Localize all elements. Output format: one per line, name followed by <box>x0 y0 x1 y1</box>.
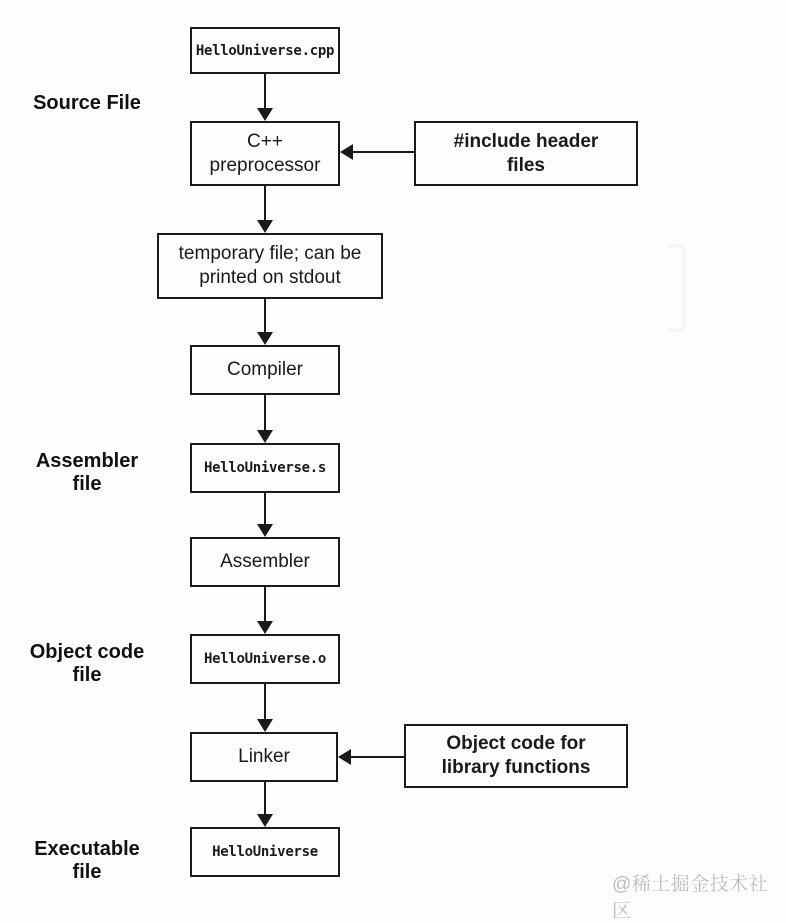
faint-bracket-artifact <box>666 244 686 332</box>
node-library-objects-label: Object code for library functions <box>441 733 591 778</box>
stage-label-assembler-file: Assembler file <box>35 450 139 495</box>
node-temporary-file <box>157 233 383 299</box>
arrow-shaft <box>264 299 266 334</box>
arrow-shaft <box>264 782 266 816</box>
node-assembler-label: Assembler <box>220 551 310 572</box>
node-include-headers <box>414 121 638 186</box>
node-source-file-label: HelloUniverse.cpp <box>195 42 335 59</box>
arrow-libraryobjects-to-linker <box>338 749 404 765</box>
arrowhead-down-icon <box>257 719 273 732</box>
arrowhead-down-icon <box>257 621 273 634</box>
arrow-compiler-to-assemblyfile <box>257 395 273 443</box>
stage-label-executable-file: Executable file <box>34 838 140 883</box>
arrow-linker-to-executable <box>257 782 273 827</box>
arrow-shaft <box>264 493 266 526</box>
arrow-shaft <box>264 587 266 623</box>
node-assembler <box>190 537 340 587</box>
arrow-shaft <box>264 74 266 110</box>
node-linker-label: Linker <box>238 746 290 767</box>
stage-label-object-code-file: Object code file <box>29 641 145 686</box>
watermark-text: @稀土掘金技术社区 <box>612 874 769 922</box>
arrowhead-left-icon <box>338 749 351 765</box>
node-compiler <box>190 345 340 395</box>
node-include-headers-label: #include header files <box>453 130 599 176</box>
node-linker <box>190 732 338 782</box>
arrow-shaft <box>349 756 404 758</box>
node-assembly-file <box>190 443 340 493</box>
node-preprocessor-label: C++ preprocessor <box>209 130 321 176</box>
arrowhead-left-icon <box>340 144 353 160</box>
arrow-shaft <box>264 395 266 432</box>
node-temporary-file-label: temporary file; can be printed on stdout <box>178 243 362 288</box>
arrowhead-down-icon <box>257 220 273 233</box>
arrow-shaft <box>351 151 414 153</box>
arrowhead-down-icon <box>257 108 273 121</box>
arrow-assemblyfile-to-assembler <box>257 493 273 537</box>
arrowhead-down-icon <box>257 332 273 345</box>
arrowhead-down-icon <box>257 430 273 443</box>
node-assembly-file-label: HelloUniverse.s <box>204 460 326 476</box>
arrow-assembler-to-objectfile <box>257 587 273 634</box>
node-compiler-label: Compiler <box>226 359 304 380</box>
arrow-includeheaders-to-preprocessor <box>340 144 414 160</box>
stage-label-source-file: Source File <box>33 92 141 114</box>
node-preprocessor <box>190 121 340 186</box>
node-executable <box>190 827 340 877</box>
arrow-source-to-preprocessor <box>257 74 273 121</box>
arrow-shaft <box>264 684 266 721</box>
arrow-shaft <box>264 186 266 222</box>
arrowhead-down-icon <box>257 524 273 537</box>
arrow-objectfile-to-linker <box>257 684 273 732</box>
node-library-objects <box>404 724 628 788</box>
node-object-file <box>190 634 340 684</box>
arrow-preprocessor-to-tempfile <box>257 186 273 233</box>
node-executable-label: HelloUniverse <box>212 844 318 860</box>
arrow-tempfile-to-compiler <box>257 299 273 345</box>
node-source-file <box>190 27 340 74</box>
node-object-file-label: HelloUniverse.o <box>204 651 326 667</box>
arrowhead-down-icon <box>257 814 273 827</box>
